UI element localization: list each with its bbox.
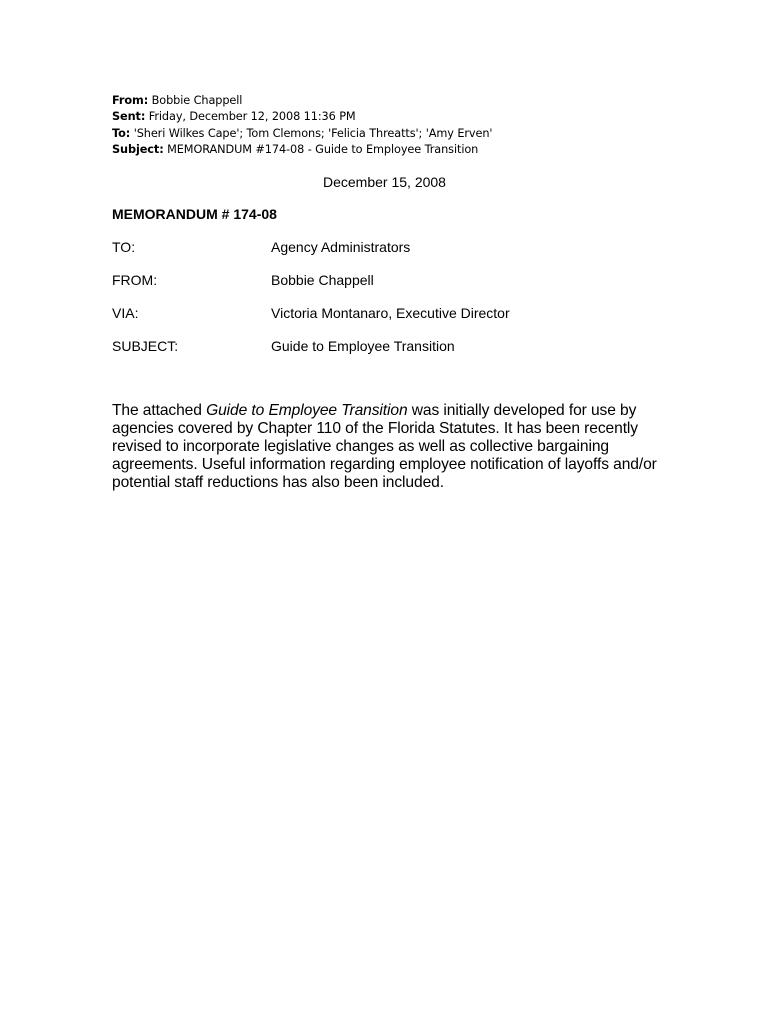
memo-field-via-value: Victoria Montanaro, Executive Director bbox=[271, 305, 510, 321]
memo-field-from-value: Bobbie Chappell bbox=[271, 272, 374, 288]
email-from-value: Bobbie Chappell bbox=[151, 94, 243, 107]
email-from-label: From: bbox=[112, 94, 149, 107]
email-to-line bbox=[112, 126, 672, 142]
memo-field-to-value: Agency Administrators bbox=[271, 239, 411, 255]
email-subject-label: Subject: bbox=[112, 142, 164, 156]
email-to-label: To: bbox=[112, 126, 131, 140]
email-sent-label: Sent: bbox=[112, 110, 146, 124]
memo-body-line: potential staff reductions has also been included. bbox=[112, 474, 444, 491]
memo-body-line: agencies covered by Chapter 110 of the Florida Statutes. It has been recently bbox=[112, 420, 638, 437]
memo-field-from-key: FROM: bbox=[112, 272, 158, 288]
memo-body-line: revised to incorporate legislative changes as well as collective bargaining bbox=[112, 438, 609, 455]
email-header bbox=[112, 93, 672, 158]
memo-field-via bbox=[112, 304, 672, 337]
memo-field-via-key: VIA: bbox=[112, 305, 139, 321]
memo-number: MEMORANDUM # 174-08 bbox=[112, 206, 277, 222]
memo-field-to-key: TO: bbox=[112, 239, 136, 255]
memo-body-line1-rest: was initially developed for use by bbox=[407, 402, 637, 419]
memo-body-intro: The attached bbox=[112, 402, 207, 419]
email-sent-line bbox=[112, 109, 672, 125]
memo-date: December 15, 2008 bbox=[323, 174, 446, 190]
memo-field-to bbox=[112, 238, 672, 271]
email-sent-value: Friday, December 12, 2008 11:36 PM bbox=[148, 110, 356, 124]
memo-field-subject-value: Guide to Employee Transition bbox=[271, 338, 455, 354]
memo-field-subject bbox=[112, 337, 672, 370]
email-from-line bbox=[112, 93, 672, 109]
memo-field-from bbox=[112, 271, 672, 304]
email-subject-value: MEMORANDUM #174-08 - Guide to Employee Transition bbox=[167, 142, 479, 156]
email-to-value: 'Sheri Wilkes Cape'; Tom Clemons; 'Felicia Threatts'; 'Amy Erven' bbox=[133, 126, 493, 140]
memo-fields bbox=[112, 238, 672, 370]
memo-field-subject-key: SUBJECT: bbox=[112, 338, 179, 354]
memo-body-line: agreements. Useful information regarding employee notification of layoffs and/or bbox=[112, 456, 657, 473]
memo-body-line bbox=[112, 402, 672, 420]
memo-body-guide-title: Guide to Employee Transition bbox=[206, 402, 408, 419]
memo-body-paragraph bbox=[112, 402, 672, 492]
email-subject-line bbox=[112, 142, 672, 158]
